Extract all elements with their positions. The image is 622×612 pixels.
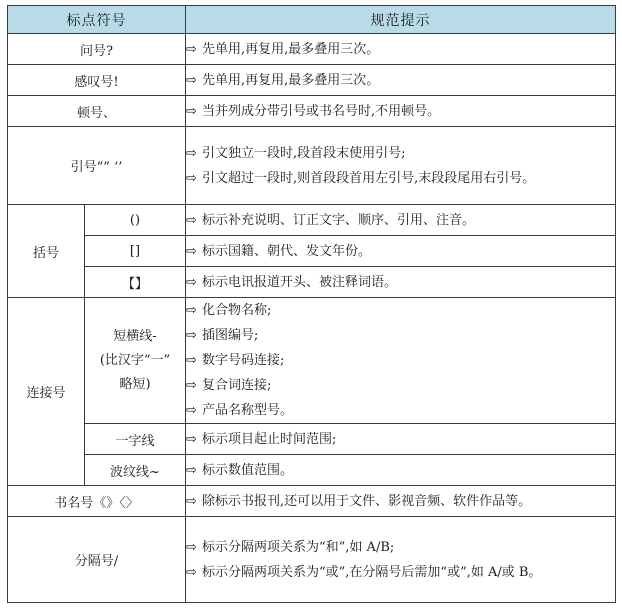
punct-name: 顿号、 [8, 96, 186, 127]
sub-symbol: () [85, 205, 186, 236]
sub-symbol: 一字线 [85, 424, 186, 455]
table-row-comma [8, 96, 616, 127]
rule-text: 标示电讯报道开头、被注释词语。 [202, 274, 398, 290]
rule-cell [186, 486, 616, 517]
rule-text: 引文独立一段时,段首段末使用引号; [202, 145, 406, 161]
arrow-icon: ⇨ [186, 303, 197, 318]
rule-text: 插图编号; [202, 328, 259, 343]
punct-name: 问号? [8, 34, 186, 65]
rule-cell [186, 298, 616, 424]
table-row-separator [8, 517, 616, 603]
sub-symbol: [] [85, 236, 186, 267]
table-row-connect-tilde [8, 455, 616, 486]
table-row-bracket-lenticular [8, 267, 616, 298]
rule-cell [186, 127, 616, 205]
punct-name: 括号 [8, 205, 85, 298]
arrow-icon: ⇨ [186, 41, 197, 57]
rule-cell [186, 236, 616, 267]
rule-text: 复合词连接; [202, 378, 272, 393]
sub-label-line: (比汉字“一” [99, 352, 171, 368]
arrow-icon: ⇨ [186, 353, 197, 368]
arrow-icon: ⇨ [186, 564, 197, 580]
rule-text: 标示分隔两项关系为“和”,如 A/B; [202, 539, 395, 555]
rule-cell [186, 424, 616, 455]
arrow-icon: ⇨ [186, 462, 197, 478]
arrow-icon: ⇨ [186, 274, 197, 290]
rule-text: 引文超过一段时,则首段段首用左引号,末段段尾用右引号。 [202, 170, 536, 186]
rule-text: 数字号码连接; [202, 353, 285, 368]
rule-text: 标示补充说明、订正文字、顺序、引用、注音。 [202, 212, 476, 228]
punct-name: 书名号《》〈〉 [8, 486, 186, 517]
arrow-icon: ⇨ [186, 72, 197, 88]
arrow-icon: ⇨ [186, 212, 197, 228]
rule-cell [186, 34, 616, 65]
arrow-icon: ⇨ [186, 328, 197, 343]
table-row-quote [8, 127, 616, 205]
table-row-connect-dash [8, 424, 616, 455]
punct-name: 分隔号/ [8, 517, 186, 603]
punct-name: 感叹号! [8, 65, 186, 96]
header-punctuation: 标点符号 [8, 6, 186, 34]
rule-cell [186, 267, 616, 298]
rule-text: 标示项目起止时间范围; [202, 431, 337, 447]
punct-name: 引号“” ‘’ [8, 127, 186, 205]
rule-text: 先单用,再复用,最多叠用三次。 [202, 41, 380, 57]
table-row-question [8, 34, 616, 65]
table-header-row [8, 6, 616, 34]
arrow-icon: ⇨ [186, 539, 197, 555]
rule-cell [186, 96, 616, 127]
arrow-icon: ⇨ [186, 403, 197, 418]
arrow-icon: ⇨ [186, 170, 197, 186]
table-row-bracket-round [8, 205, 616, 236]
sub-symbol [85, 298, 186, 424]
rule-text: 先单用,再复用,最多叠用三次。 [202, 72, 380, 88]
rule-text: 产品名称型号。 [202, 403, 294, 418]
sub-symbol: 波纹线~ [85, 455, 186, 486]
arrow-icon: ⇨ [186, 493, 197, 509]
table-row-book [8, 486, 616, 517]
rule-text: 化合物名称; [202, 303, 272, 318]
rule-cell [186, 205, 616, 236]
sub-label-line: 短横线- [113, 328, 157, 344]
rule-text: 标示国籍、朝代、发文年份。 [202, 243, 372, 259]
arrow-icon: ⇨ [186, 431, 197, 447]
arrow-icon: ⇨ [186, 103, 197, 119]
rule-text: 标示数值范围。 [202, 462, 294, 478]
arrow-icon: ⇨ [186, 145, 197, 161]
punct-name: 连接号 [8, 298, 85, 486]
rule-cell [186, 65, 616, 96]
rule-cell [186, 517, 616, 603]
punctuation-table [7, 5, 616, 603]
rule-text: 当并列成分带引号或书名号时,不用顿号。 [202, 103, 441, 119]
rule-text: 标示分隔两项关系为“或”,在分隔号后需加“或”,如 A/或 B。 [202, 564, 542, 580]
arrow-icon: ⇨ [186, 243, 197, 259]
rule-cell [186, 455, 616, 486]
sub-symbol: 【】 [85, 267, 186, 298]
table-row-exclaim [8, 65, 616, 96]
sub-label-line: 略短) [119, 376, 151, 392]
table-row-connect-short [8, 298, 616, 424]
header-guideline: 规范提示 [186, 6, 616, 34]
arrow-icon: ⇨ [186, 378, 197, 393]
rule-text: 除标示书报刊,还可以用于文件、影视音频、软件作品等。 [202, 493, 532, 509]
table-row-bracket-square [8, 236, 616, 267]
